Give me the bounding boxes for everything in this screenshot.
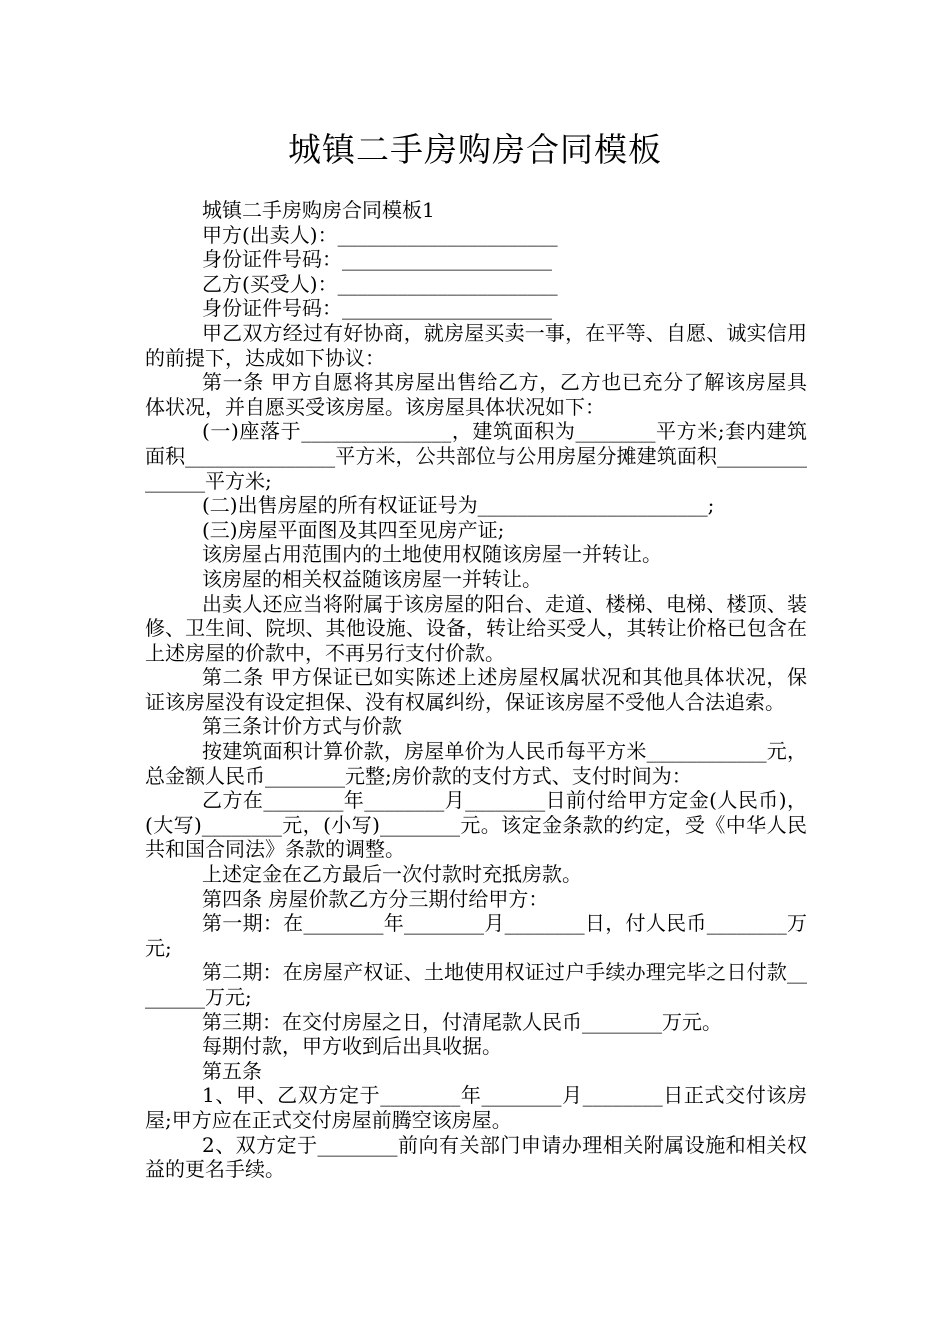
- paragraph: 出卖人还应当将附属于该房屋的阳台、走道、楼梯、电梯、楼顶、装修、卫生间、院坝、其他设施、设备，转让给买受人，其转让价格已包含在上述房屋的价款中，不再另行支付价款。: [145, 591, 807, 665]
- seller-id-line: 身份证件号码：_____________________: [202, 247, 552, 272]
- paragraph: 第一期：在________年________月________日，付人民币________万元;: [145, 911, 807, 960]
- paragraph: 上述定金在乙方最后一次付款时充抵房款。: [202, 862, 582, 887]
- article-2: 第二条 甲方保证已如实陈述上述房屋权属状况和其他具体状况，保证该房屋没有设定担保、没有权属纠纷，保证该房屋不受他人合法追索。: [145, 665, 807, 714]
- seller-line: 甲方(出卖人)：______________________: [202, 222, 558, 247]
- paragraph: 每期付款，甲方收到后出具收据。: [202, 1034, 502, 1059]
- paragraph: 乙方在________年________月________日前付给甲方定金(人民币)，(大写)________元，(小写)________元。该定金条款的约定，受《中华人民共和国合同法》条款的调整。: [145, 788, 807, 862]
- document-body: [145, 198, 807, 1182]
- paragraph: 甲乙双方经过有好协商，就房屋买卖一事，在平等、自愿、诚实信用的前提下，达成如下协议：: [145, 320, 807, 370]
- paragraph: 城镇二手房购房合同模板1: [202, 198, 435, 222]
- article-4: 第四条 房屋价款乙方分三期付给甲方：: [202, 886, 549, 911]
- article-3: 第三条计价方式与价款: [202, 714, 402, 739]
- document-title: 城镇二手房购房合同模板: [288, 130, 662, 169]
- paragraph: 该房屋的相关权益随该房屋一并转让。: [202, 566, 542, 591]
- paragraph: (一)座落于_______________，建筑面积为________平方米;套内建筑面积_______________平方米，公共部位与公用房屋分摊建筑面积_______________平方米;: [145, 419, 807, 493]
- paragraph: 该房屋占用范围内的土地使用权随该房屋一并转让。: [202, 542, 662, 567]
- paragraph: (三)房屋平面图及其四至见房产证;: [202, 517, 505, 542]
- buyer-line: 乙方(买受人)：______________________: [202, 271, 558, 296]
- paragraph: 1、甲、乙双方定于________年________月________日正式交付该房屋;甲方应在正式交付房屋前腾空该房屋。: [145, 1083, 807, 1132]
- paragraph: 第二期：在房屋产权证、土地使用权证过户手续办理完毕之日付款________万元;: [145, 960, 807, 1009]
- article-1: 第一条 甲方自愿将其房屋出售给乙方，乙方也已充分了解该房屋具体状况，并自愿买受该房屋。该房屋具体状况如下：: [145, 370, 807, 419]
- paragraph: 第三期：在交付房屋之日，付清尾款人民币________万元。: [202, 1009, 722, 1034]
- article-5: 第五条: [202, 1058, 262, 1083]
- paragraph: 按建筑面积计算价款，房屋单价为人民币每平方米____________元，总金额人民币________元整;房价款的支付方式、支付时间为：: [145, 739, 807, 788]
- paragraph: (二)出售房屋的所有权证证号为_______________________;: [202, 493, 715, 518]
- paragraph: 2、双方定于________前向有关部门申请办理相关附属设施和相关权益的更名手续。: [145, 1132, 807, 1182]
- buyer-id-line: 身份证件号码：_____________________: [202, 296, 552, 321]
